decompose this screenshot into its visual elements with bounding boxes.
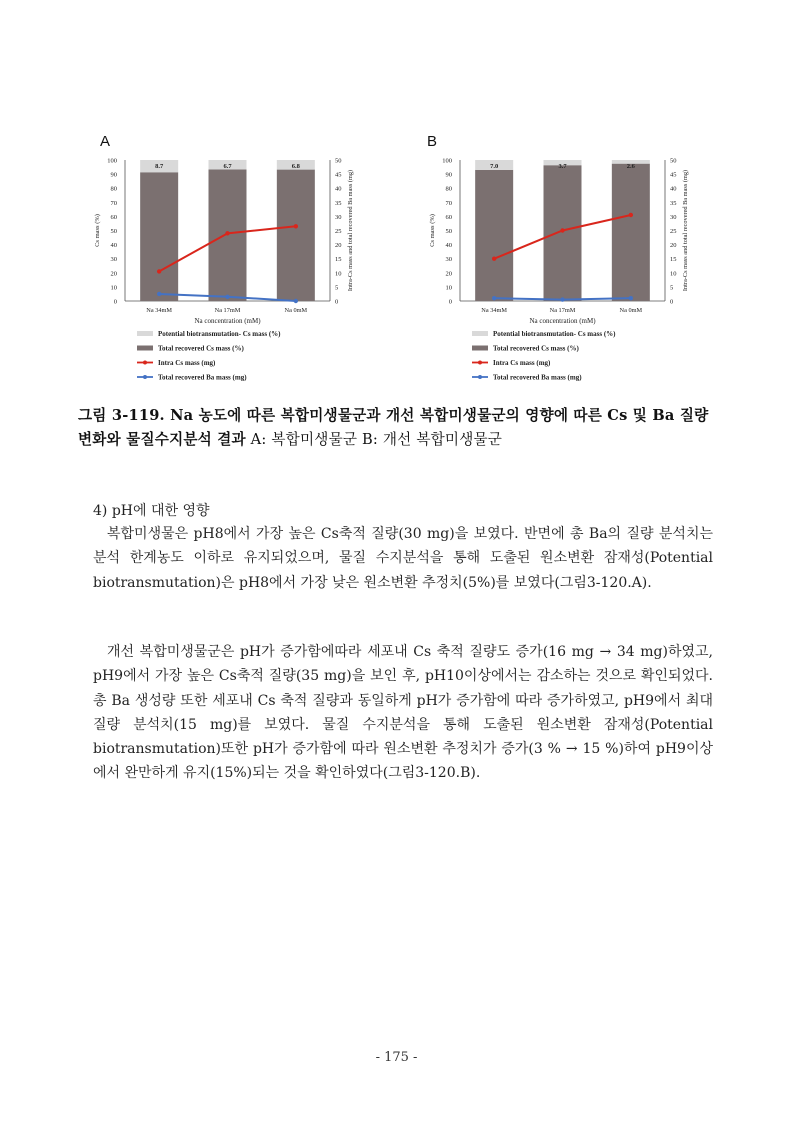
y2-axis-title: Intra-Cs mass and total recovered Ba mass (mg)	[347, 169, 354, 292]
x-tick-label: Na 0mM	[619, 307, 643, 314]
y-tick-label: 20	[110, 270, 117, 278]
y-tick-label: 80	[445, 185, 452, 193]
point-total-ba	[492, 296, 496, 300]
figure-panel-b	[415, 133, 715, 398]
point-total-ba	[560, 297, 564, 301]
y-tick-label: 100	[107, 157, 117, 165]
y-tick-label: 80	[110, 185, 117, 193]
y2-tick-label: 45	[670, 171, 677, 179]
bar-total-recovered-cs	[140, 172, 178, 301]
y-axis-title: Cs mass (%)	[429, 214, 436, 247]
y2-tick-label: 0	[670, 298, 674, 306]
legend-label: Intra Cs mass (mg)	[158, 359, 216, 367]
bar-data-label: 6.7	[223, 163, 232, 170]
figure-caption	[78, 404, 718, 452]
y-tick-label: 0	[113, 298, 117, 306]
bar-total-recovered-cs	[277, 170, 315, 301]
legend-swatch	[472, 331, 488, 336]
caption-title: 그림 3-119. Na 농도에 따른 복합미생물군과 개선 복합미생물군의 영향에 따른 Cs 및 Ba 질량변화와 물질수지분석 결과	[78, 407, 709, 448]
y2-tick-label: 50	[670, 157, 677, 165]
y2-tick-label: 30	[335, 213, 342, 221]
legend-swatch	[137, 331, 153, 336]
bar-data-label: 3.7	[558, 163, 567, 170]
y-tick-label: 40	[445, 242, 452, 250]
y2-tick-label: 10	[670, 270, 677, 278]
bar-total-recovered-cs	[544, 165, 582, 301]
bar-data-label: 2.6	[626, 163, 635, 170]
paragraph-2: 개선 복합미생물군은 pH가 증가함에따라 세포내 Cs 축적 질량도 증가(16 mg → 34 mg)하였고, pH9에서 가장 높은 Cs축적 질량(35 mg)을 보인 후, pH10이상에서는 감소하는 것으로 확인되었다. 총 Ba 생성량 또한 세포내 Cs 축적 질량과 동일하게 pH가 증가함에 따라 증가하였고, pH9에서 최대 질량 분석치(15 mg)를 보였다. 물질 수지분석을 통해 도출된 원소변환 잠재성(Potential biotransmutation)또한 pH가 증가함에 따라 원소변환 추정치가 증가(3 % → 15 %)하여 pH9이상에서 완만하게 유지(15%)되는 것을 확인하였다(그림3-120.B).	[93, 644, 713, 782]
paragraph-1: 복합미생물은 pH8에서 가장 높은 Cs축적 질량(30 mg)을 보였다. 반면에 총 Ba의 질량 분석치는 분석 한계농도 이하로 유지되었으며, 물질 수지분석을 통해 도출된 원소변환 잠재성(Potential biotransmutation)은 pH8에서 가장 낮은 원소변환 추정치(5%)를 보였다(그림3-120.A).	[93, 526, 713, 591]
point-intra-cs	[294, 224, 298, 228]
y-tick-label: 90	[445, 171, 452, 179]
y2-tick-label: 5	[670, 284, 674, 292]
legend-label: Intra Cs mass (mg)	[493, 359, 551, 367]
y2-tick-label: 15	[335, 256, 342, 264]
point-intra-cs	[157, 269, 161, 273]
panel-letter-a: A	[100, 133, 111, 150]
y-tick-label: 60	[110, 213, 117, 221]
section-heading: 4) pH에 대한 영향	[93, 503, 210, 519]
legend-marker	[478, 375, 482, 379]
legend-swatch	[472, 346, 488, 351]
x-axis-title: Na concentration (mM)	[194, 317, 261, 325]
legend-marker	[143, 375, 147, 379]
bar-total-recovered-cs	[612, 164, 650, 301]
y2-tick-label: 35	[335, 199, 342, 207]
x-tick-label: Na 17mM	[549, 307, 576, 314]
bar-data-label: 8.7	[155, 163, 164, 170]
x-axis-title: Na concentration (mM)	[529, 317, 596, 325]
y-tick-label: 50	[110, 228, 117, 235]
y2-tick-label: 40	[670, 185, 677, 193]
chart-panel-a	[80, 133, 380, 398]
y2-tick-label: 35	[670, 199, 677, 207]
y2-tick-label: 5	[335, 284, 339, 292]
point-total-ba	[629, 296, 633, 300]
legend-label: Total recovered Cs mass (%)	[493, 344, 579, 353]
y-tick-label: 10	[445, 284, 452, 292]
point-total-ba	[225, 295, 229, 299]
y2-tick-label: 30	[670, 213, 677, 221]
point-intra-cs	[492, 257, 496, 261]
point-intra-cs	[225, 231, 229, 235]
legend-swatch	[137, 346, 153, 351]
y-tick-label: 100	[442, 157, 452, 165]
legend-label: Total recovered Ba mass (mg)	[493, 373, 582, 382]
y2-tick-label: 40	[335, 185, 342, 193]
bar-data-label: 6.8	[291, 163, 300, 170]
y-tick-label: 70	[110, 199, 117, 207]
legend-label: Total recovered Ba mass (mg)	[158, 373, 247, 382]
figure-panel-a	[80, 133, 380, 398]
bar-total-recovered-cs	[475, 170, 513, 301]
y-tick-label: 90	[110, 171, 117, 179]
y2-tick-label: 20	[670, 242, 677, 250]
chart-panel-b	[415, 133, 715, 398]
y2-tick-label: 15	[670, 256, 677, 264]
y2-tick-label: 10	[335, 270, 342, 278]
caption-panels: A: 복합미생물군 B: 개선 복합미생물군	[245, 431, 503, 448]
x-tick-label: Na 34mM	[146, 307, 173, 314]
y-tick-label: 40	[110, 242, 117, 250]
point-total-ba	[294, 299, 298, 303]
legend-label: Potential biotransmutation- Cs mass (%)	[493, 330, 616, 338]
x-tick-label: Na 0mM	[284, 307, 308, 314]
legend-marker	[143, 361, 147, 365]
y-tick-label: 60	[445, 213, 452, 221]
y-tick-label: 10	[110, 284, 117, 292]
panel-letter-b: B	[427, 133, 438, 150]
y2-axis-title: Intra-Cs mass and total recovered Ba mass (mg)	[682, 169, 689, 292]
y-tick-label: 0	[448, 298, 452, 306]
y2-tick-label: 25	[335, 228, 342, 235]
bar-data-label: 7.0	[490, 163, 499, 170]
y-tick-label: 20	[445, 270, 452, 278]
y2-tick-label: 0	[335, 298, 339, 306]
point-intra-cs	[629, 213, 633, 217]
y-axis-title: Cs mass (%)	[94, 214, 101, 247]
y-tick-label: 50	[445, 228, 452, 235]
legend-marker	[478, 361, 482, 365]
point-intra-cs	[560, 228, 564, 232]
y-tick-label: 70	[445, 199, 452, 207]
y2-tick-label: 50	[335, 157, 342, 165]
y2-tick-label: 25	[670, 228, 677, 235]
x-tick-label: Na 34mM	[481, 307, 508, 314]
x-tick-label: Na 17mM	[214, 307, 241, 314]
y-tick-label: 30	[445, 256, 452, 264]
y2-tick-label: 20	[335, 242, 342, 250]
y-tick-label: 30	[110, 256, 117, 264]
legend-label: Potential biotransmutation- Cs mass (%)	[158, 330, 281, 338]
point-total-ba	[157, 292, 161, 296]
page-number: - 175 -	[375, 1050, 418, 1065]
y2-tick-label: 45	[335, 171, 342, 179]
legend-label: Total recovered Cs mass (%)	[158, 344, 244, 353]
